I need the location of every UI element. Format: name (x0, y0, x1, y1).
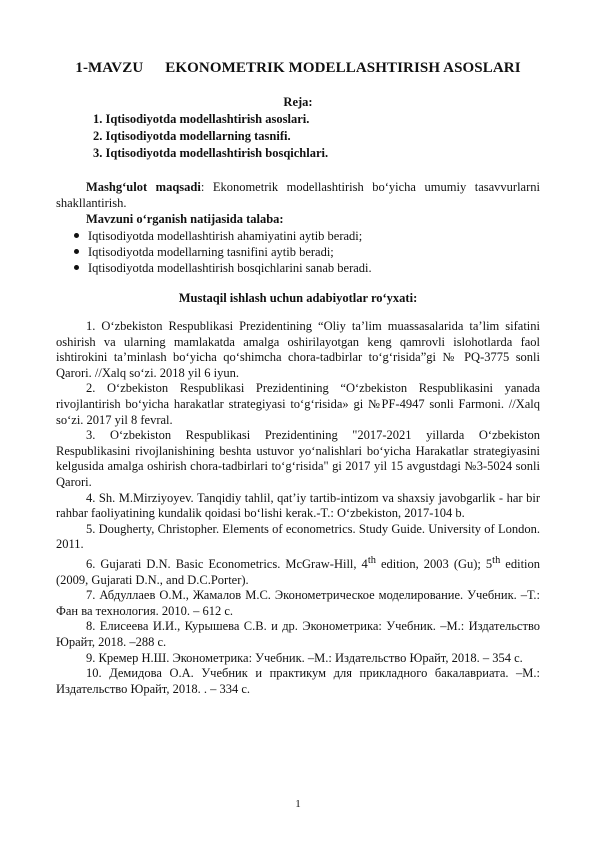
sources-heading: Mustaqil ishlash uchun adabiyotlar ro‘yxati: (178, 291, 418, 305)
reference-number: 8. (86, 619, 96, 634)
reference-item (56, 381, 540, 428)
page-number: 1 (295, 798, 301, 810)
reference-number: 9. (86, 650, 96, 665)
reference-item (56, 666, 540, 697)
reference-item (56, 491, 540, 522)
plan-list (93, 111, 328, 162)
plan-item: 1. Iqtisodiyotda modellashtirish asoslari. (93, 112, 310, 126)
reference-text: Кремер Н.Ш. Эконометрика: Учебник. –М.: Издательство Юрайт, 2018. – 354 с. (98, 650, 523, 665)
document-title (0, 60, 596, 77)
reference-text: Sh. M.Mirziyoyev. Tanqidiy tahlil, qat’iy tartib-intizom va shaxsiy javobgarlik - har bir rahbar faoliyatining kundalik qoidasi bo‘lishi kerak.-T.: O‘zbekiston, 2017-104 b. (56, 490, 541, 521)
superscript: th (367, 554, 376, 566)
reference-number: 4. (86, 490, 96, 505)
plan-item: 3. Iqtisodiyotda modellashtirish bosqichlari. (93, 146, 329, 160)
topic-number: 1-MAVZU (75, 60, 144, 76)
reference-text: O‘zbekiston Respublikasi Prezidentining “O‘zbekiston Respublikasini yanada rivojlantirish bo‘yicha harakatlar strategiyasi to‘g‘risida» gi №PF-4947 sonli Farmoni. //Xalq so‘zi. 2017 yil 8 fevral. (56, 381, 541, 427)
lesson-goal (56, 180, 540, 211)
reference-item (56, 522, 540, 553)
outcome-item: Iqtisodiyotda modellashtirish bosqichlarini sanab beradi. (74, 260, 372, 276)
lesson-goal-text: : Ekonometrik modellashtirish bo‘yicha umumiy tasavvurlarni shakllantirish. (56, 180, 540, 210)
reference-text: O‘zbekiston Respublikasi Prezidentining "2017-2021 yillarda O‘zbekiston Respublikasini rivojlanishining beshta ustuvor yo‘nalishlari bo‘yicha Harakatlar strategiyasini kelgusida amalga oshirish chora-tadbirlari to‘g‘risida" gi 2017 yil 15 avgustdagi №3-5024 sonli Qarori. (56, 428, 541, 489)
reference-text: Dougherty, Christopher. Elements of econometrics. Study Guide. University of London. 2011. (56, 521, 540, 552)
reference-number: 3. (86, 428, 96, 443)
topic-title: EKONOMETRIK MODELLASHTIRISH ASOSLARI (165, 60, 521, 76)
outcomes-heading: Mavzuni o‘rganish natijasida talaba: (86, 212, 284, 226)
reference-item (56, 553, 540, 588)
reference-number: 7. (86, 588, 96, 603)
plan-item: 2. Iqtisodiyotda modellarning tasnifi. (93, 129, 291, 143)
reference-number: 5. (86, 521, 96, 536)
reference-number: 2. (86, 381, 96, 396)
reference-text: Демидова О.А. Учебник и практикум для прикладного бакалавриата. –М.: Издательство Юрайт, 2018. . – 334 с. (56, 666, 541, 696)
reference-text: edition, 2003 (Gu); 5 (375, 557, 493, 572)
reference-text: Gujarati D.N. Basic Econometrics. McGraw-Hill, 4 (100, 557, 368, 572)
plan-heading: Reja: (283, 95, 313, 109)
reference-number: 1. (86, 319, 96, 333)
references-list (56, 319, 540, 697)
reference-item (56, 651, 540, 667)
superscript: th (492, 554, 501, 566)
reference-item (56, 619, 540, 650)
reference-text: Абдуллаев О.М., Жамалов М.С. Эконометрическое моделирование. Учебник. –Т.: Фан ва технология. 2010. – 612 с. (56, 588, 540, 618)
outcome-item: Iqtisodiyotda modellashtirish ahamiyatini aytib beradi; (74, 228, 372, 244)
reference-item (56, 319, 540, 381)
outcomes-list (74, 228, 372, 276)
reference-item (56, 428, 540, 490)
reference-text: edition (2009, Gujarati D.N., and D.C.Porter). (56, 557, 541, 587)
lesson-goal-label: Mashg‘ulot maqsadi (86, 180, 201, 194)
reference-item (56, 588, 540, 619)
reference-number: 6. (86, 557, 96, 572)
outcome-item: Iqtisodiyotda modellarning tasnifini aytib beradi; (74, 244, 372, 260)
reference-text: Елисеева И.И., Курышева С.В. и др. Эконометрика: Учебник. –М.: Издательство Юрайт, 2018. –288 с. (56, 619, 541, 650)
reference-number: 10. (86, 666, 102, 681)
reference-text: O‘zbekiston Respublikasi Prezidentining “Oliy ta’lim muassasalarida ta’lim sifatini oshirish va ularning mamlakatda amalga oshirilayotgan keng qamrovli islohotlarda faol ishtirokini ta’minlash bo‘yicha qo‘shimcha chora-tadbirlar to‘g‘risida”gi № PQ-3775 sonli Qarori. //Xalq so‘zi. 2018 yil 6 iyun. (56, 319, 541, 380)
